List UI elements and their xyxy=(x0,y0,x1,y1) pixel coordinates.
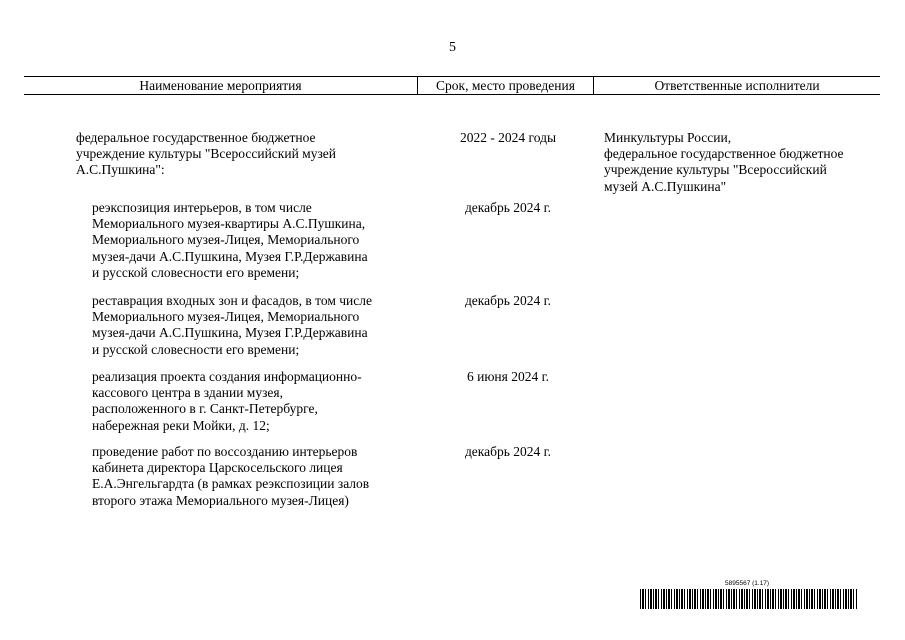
row-reexposition-name: реэкспозиция интерьеров, в том числе Мемориального музея-квартиры А.С.Пушкина, Мемориального музея-Лицея, Мемориального музея-дачи А.С.Пушкина, Музея Г.Р.Державина и русской словесности его времени; xyxy=(92,200,368,280)
barcode-image xyxy=(640,589,858,609)
page-number: 5 xyxy=(449,40,456,55)
header-responsible: Ответственные исполнители xyxy=(654,78,820,93)
row-info-center-term: 6 июня 2024 г. xyxy=(466,369,549,384)
header-event-name: Наименование мероприятия xyxy=(24,77,418,94)
row-restoration-name: реставрация входных зон и фасадов, в том числе Мемориального музея-Лицея, Мемориального музея-дачи А.С.Пушкина, Музея Г.Р.Державина и русской словесности его времени; xyxy=(92,293,372,357)
row-organization-name: федеральное государственное бюджетное учреждение культуры "Всероссийский музей А.С.Пушкина": xyxy=(76,130,337,178)
table-header xyxy=(24,76,880,95)
barcode-number: 5895567 (1.17) xyxy=(725,580,770,587)
row-organization-term: 2022 - 2024 годы xyxy=(459,130,557,145)
row-info-center-name: реализация проекта создания информационно- кассового центра в здании музея, расположенного в г. Санкт-Петербурге, набережная реки Мойки, д. 12; xyxy=(92,369,362,433)
row-engelhardt-name: проведение работ по воссозданию интерьеров кабинета директора Царскосельского лицея Е.А.Энгельгардта (в рамках реэкспозиции залов второго этажа Мемориального музея-Лицея) xyxy=(92,444,370,508)
row-restoration-term: декабрь 2024 г. xyxy=(464,293,552,308)
row-engelhardt-term: декабрь 2024 г. xyxy=(464,444,552,459)
row-organization-responsible: Минкультуры России, федеральное государственное бюджетное учреждение культуры "Всероссийский музей А.С.Пушкина" xyxy=(604,130,844,194)
header-term-place: Срок, место проведения xyxy=(418,77,594,94)
row-reexposition-term: декабрь 2024 г. xyxy=(464,200,552,215)
